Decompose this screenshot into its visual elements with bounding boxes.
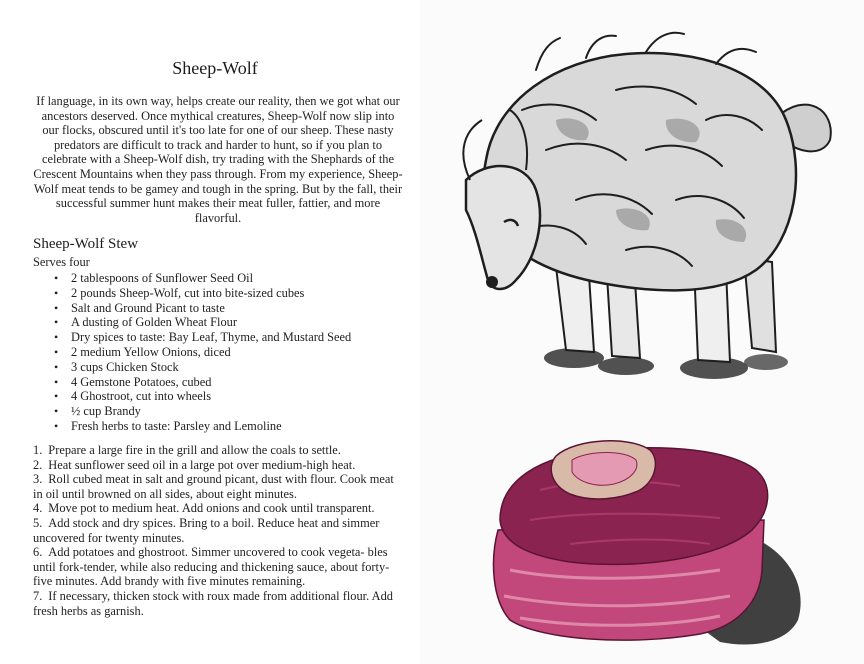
list-item <box>33 375 403 390</box>
ingredient-text: Dry spices to taste: Bay Leaf, Thyme, and Mustard Seed <box>71 330 352 345</box>
ingredient-text: 4 Ghostroot, cut into wheels <box>71 389 212 404</box>
list-item <box>33 404 403 419</box>
list-item <box>33 589 403 618</box>
recipe-page <box>0 0 420 664</box>
ingredient-text: 3 cups Chicken Stock <box>71 359 179 374</box>
bullet-icon: • <box>54 271 59 285</box>
list-item <box>33 315 403 330</box>
intro-paragraph: If language, in its own way, helps create our reality, then we got what our ancestors deserved. Once mythical creatures, Sheep-Wolf now slip into our flocks, obscured until it's too late for one of our sheep. These nasty predators are difficult to track and harder to hunt, so if you plan to celebrate with a Sheep-Wolf dish, try trading with the Shephards of the Crescent Mountains when they pass through. From my experience, Sheep-Wolf meat tends to be gamey and tough in the spring. But by the fall, their successful summer hunt makes their meat fuller, fattier, and more flavorful. <box>33 94 403 225</box>
list-item <box>33 516 403 545</box>
recipe-heading: Sheep-Wolf Stew <box>33 236 139 252</box>
bullet-icon: • <box>54 359 59 374</box>
step-text: Move pot to medium heat. Add onions and cook until transparent. <box>48 501 375 516</box>
page-title: Sheep-Wolf <box>172 58 258 78</box>
step-number: 5. <box>33 515 43 530</box>
list-item <box>33 360 403 375</box>
bullet-icon: • <box>54 389 59 404</box>
step-number: 1. <box>33 443 43 457</box>
list-item <box>33 271 403 286</box>
bullet-icon: • <box>54 374 59 389</box>
bullet-icon: • <box>54 330 59 345</box>
step-text: If necessary, thicken stock with roux made from additional flour. Add fresh herbs as garnish. <box>33 588 393 618</box>
step-number: 3. <box>33 472 43 487</box>
step-text: Prepare a large fire in the grill and allow the coals to settle. <box>48 443 341 457</box>
step-number: 6. <box>33 545 43 560</box>
list-item <box>33 389 403 404</box>
instruction-list <box>33 443 403 618</box>
ingredient-list <box>33 271 403 434</box>
list-item <box>33 458 403 473</box>
bullet-icon: • <box>54 285 59 300</box>
list-item <box>33 301 403 316</box>
ingredient-text: A dusting of Golden Wheat Flour <box>71 315 237 330</box>
ingredient-text: 2 tablespoons of Sunflower Seed Oil <box>71 271 254 285</box>
bullet-icon: • <box>54 315 59 330</box>
bullet-icon: • <box>54 418 59 433</box>
list-item <box>33 472 403 501</box>
step-number: 7. <box>33 588 43 603</box>
step-text: Add potatoes and ghostroot. Simmer uncovered to cook vegeta- bles until fork-tender, while also reducing and thickening sauce, about forty-five minutes. Add brandy with five minutes remaining. <box>33 545 390 589</box>
ingredient-text: ½ cup Brandy <box>71 404 141 419</box>
list-item <box>33 443 403 458</box>
bullet-icon: • <box>54 404 59 419</box>
list-item <box>33 330 403 345</box>
step-text: Heat sunflower seed oil in a large pot over medium-high heat. <box>48 457 356 472</box>
list-item <box>33 345 403 360</box>
serves-label: Serves four <box>33 255 90 269</box>
list-item <box>33 545 403 589</box>
ingredient-text: Fresh herbs to taste: Parsley and Lemoline <box>71 418 282 433</box>
list-item <box>33 419 403 434</box>
step-number: 2. <box>33 457 43 472</box>
list-item <box>33 501 403 516</box>
meat-steak-illustration <box>480 420 820 650</box>
sheep-wolf-illustration <box>426 30 846 400</box>
step-number: 4. <box>33 501 43 516</box>
step-text: Add stock and dry spices. Bring to a boil. Reduce heat and simmer uncovered for twenty minutes. <box>33 515 380 545</box>
step-text: Roll cubed meat in salt and ground picant, dust with flour. Cook meat in oil until browned on all sides, about eight minutes. <box>33 472 394 501</box>
ingredient-text: 4 Gemstone Potatoes, cubed <box>71 374 212 389</box>
bullet-icon: • <box>54 300 59 315</box>
list-item <box>33 286 403 301</box>
bullet-icon: • <box>54 344 59 359</box>
ingredient-text: Salt and Ground Picant to taste <box>71 300 225 315</box>
ingredient-text: 2 pounds Sheep-Wolf, cut into bite-sized cubes <box>71 285 305 300</box>
ingredient-text: 2 medium Yellow Onions, diced <box>71 344 231 359</box>
